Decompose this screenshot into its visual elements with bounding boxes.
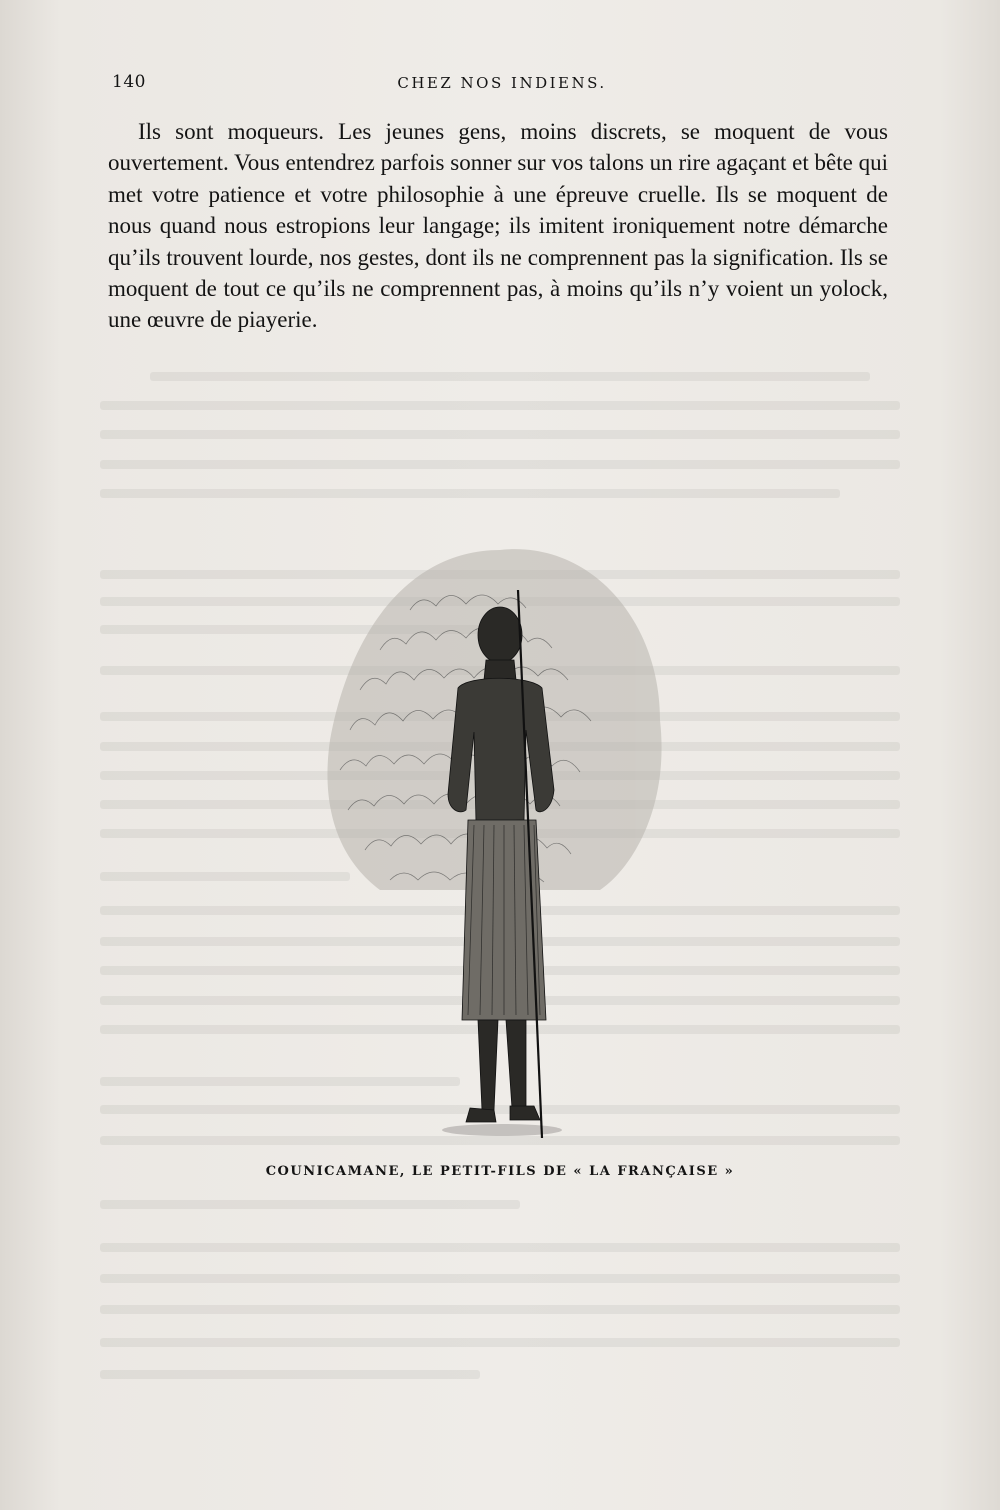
engraving-illustration: [290, 510, 680, 1150]
running-title: CHEZ NOS INDIENS.: [397, 74, 607, 92]
paragraph: Ils sont moqueurs. Les jeunes gens, moins discrets, se moquent de vous ouvertement. Vous entendrez parfois sonner sur vos talons un rire agaçant et bête qui met votre patience et votre philosophie à une épreuve cruelle. Ils se moquent de nous quand nous estropions leur langage; ils imitent ironiquement notre démarche qu’ils trouvent lourde, nos gestes, dont ils ne comprennent pas la signification. Ils se moquent de tout ce qu’ils ne comprennent pas, à moins qu’ils n’y voient un yolock, une œuvre de piayerie.: [108, 119, 888, 333]
page-number: 140: [112, 72, 146, 92]
page-header: [112, 72, 892, 100]
body-text: [108, 116, 888, 336]
figure-caption: COUNICAMANE, LE PETIT-FILS DE « LA FRANÇAISE »: [265, 1164, 735, 1179]
